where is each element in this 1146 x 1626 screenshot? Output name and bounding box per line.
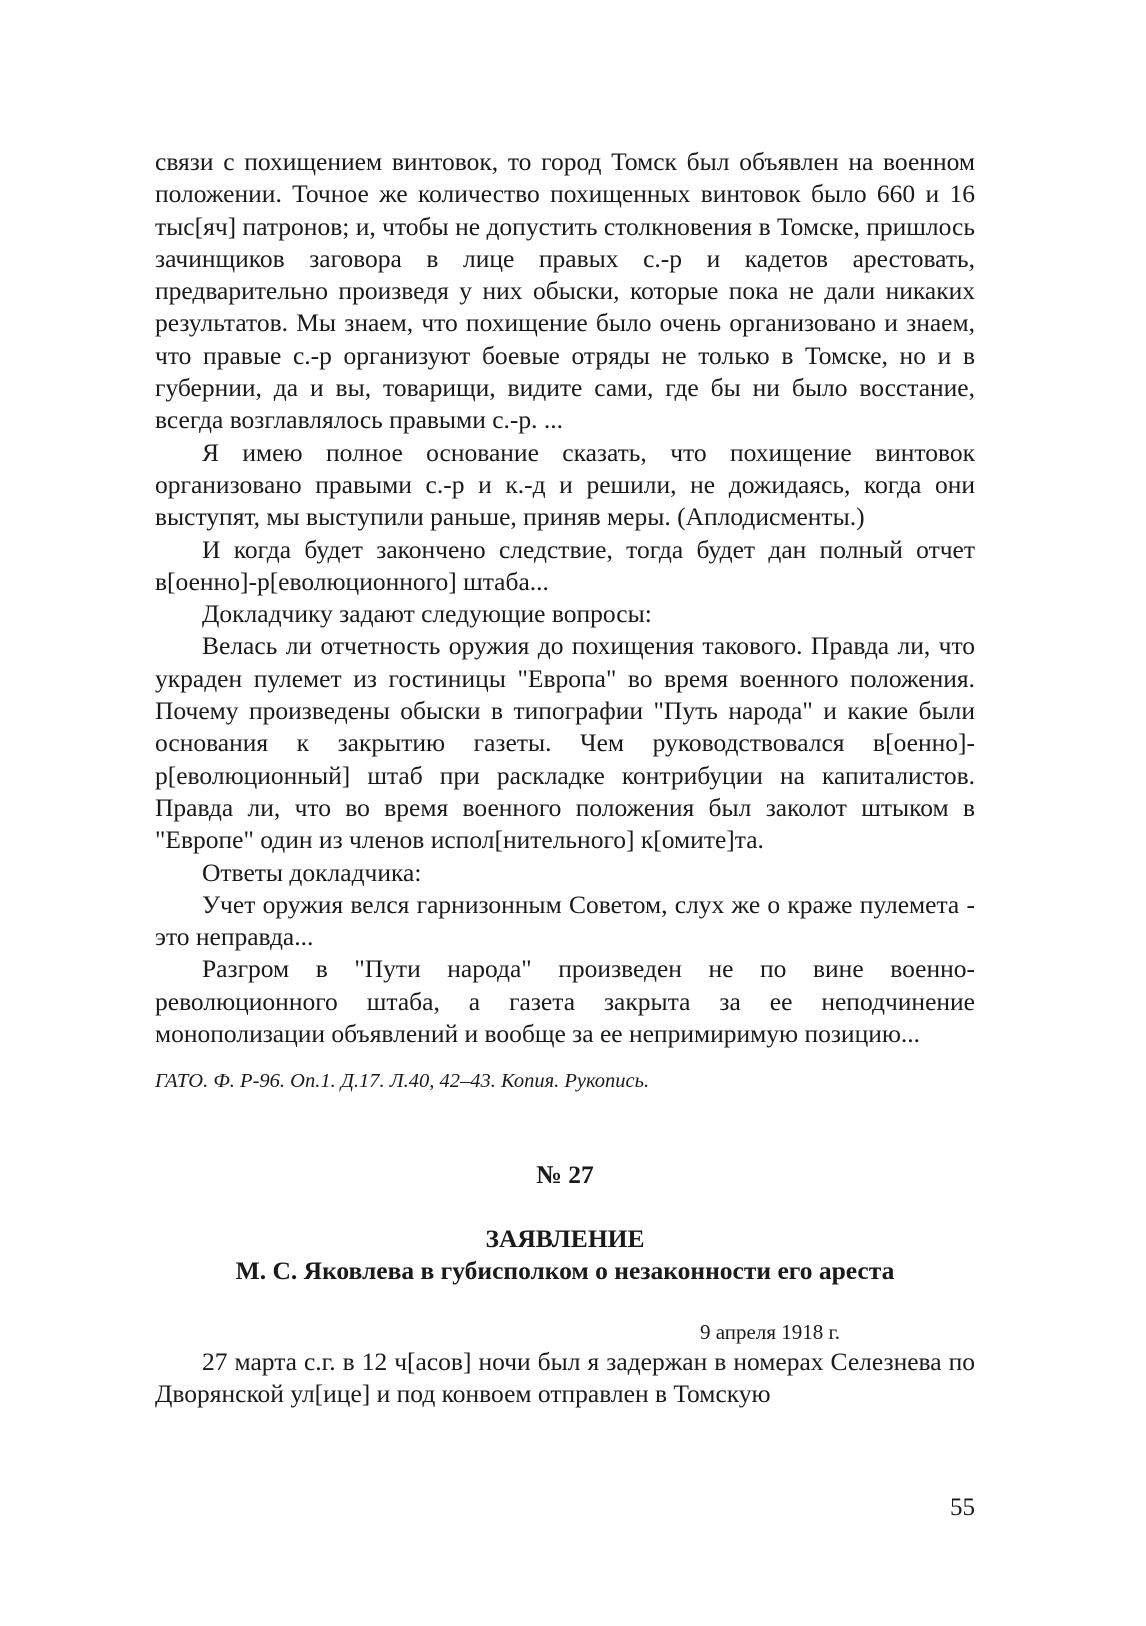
document-subtitle: М. С. Яковлева в губисполком о незаконности его ареста <box>235 1256 895 1285</box>
document-date: 9 апреля 1918 г. <box>700 1320 840 1344</box>
paragraph: Я имею полное основание сказать, что похищение винтовок организовано правыми с.-р и к.-д и решили, не дожидаясь, когда они выступят, мы выступили раньше, приняв меры. (Аплодисменты.) <box>155 437 975 532</box>
paragraph: Велась ли отчетность оружия до похищения такового. Правда ли, что украден пулемет из гостиницы "Европа" во время военного положения. Почему произведены обыски в типографии "Путь народа" и какие были основания к закрытию газеты. Чем руководствовался в[оенно]-р[еволюционный] штаб при раскладке контрибуции на капиталистов. Правда ли, что во время военного положения был заколот штыком в "Европе" один из членов испол[нительного] к[омите]та. <box>155 631 975 855</box>
paragraph: 27 марта с.г. в 12 ч[асов] ночи был я задержан в номерах Селезнева по Дворянской ул[ице] и под конвоем отправлен в Томскую <box>155 1347 975 1409</box>
archive-source-note: ГАТО. Ф. Р-96. Оп.1. Д.17. Л.40, 42–43. Копия. Рукопись. <box>155 1070 650 1092</box>
page-number: 55 <box>950 1494 975 1521</box>
paragraph: Учет оружия велся гарнизонным Советом, слух же о краже пулемета - это неправда... <box>155 889 975 952</box>
paragraph: И когда будет закончено следствие, тогда будет дан полный отчет в[оенно]-р[еволюционного] штаба... <box>155 534 975 596</box>
document-number: № 27 <box>536 1160 594 1189</box>
main-text <box>155 146 975 1050</box>
paragraph: связи с похищением винтовок, то город Томск был объявлен на военном положении. Точное же количество похищенных винтовок было 660 и 16 тыс[яч] патронов; и, чтобы не допустить столкновения в Томске, пришлось зачинщиков заговора в лице правых с.-р и кадетов арестовать, предварительно произведя у них обыски, которые пока не дали никаких результатов. Мы знаем, что похищение было очень организовано и знаем, что правые с.-р организуют боевые отряды не только в Томске, но и в губернии, да и вы, товарищи, видите сами, где бы ни было восстание, всегда возглавлялось правыми с.-р. ... <box>155 147 975 435</box>
paragraph: Ответы докладчика: <box>202 857 422 887</box>
document-body <box>155 1346 975 1411</box>
paragraph: Разгром в "Пути народа" произведен не по вине военно-революционного штаба, а газета закрыта за ее неподчинение монополизации объявлений и вообще за ее непримиримую позицию... <box>155 954 975 1049</box>
paragraph: Докладчику задают следующие вопросы: <box>202 599 652 629</box>
document-title: ЗАЯВЛЕНИЕ <box>485 1224 645 1253</box>
